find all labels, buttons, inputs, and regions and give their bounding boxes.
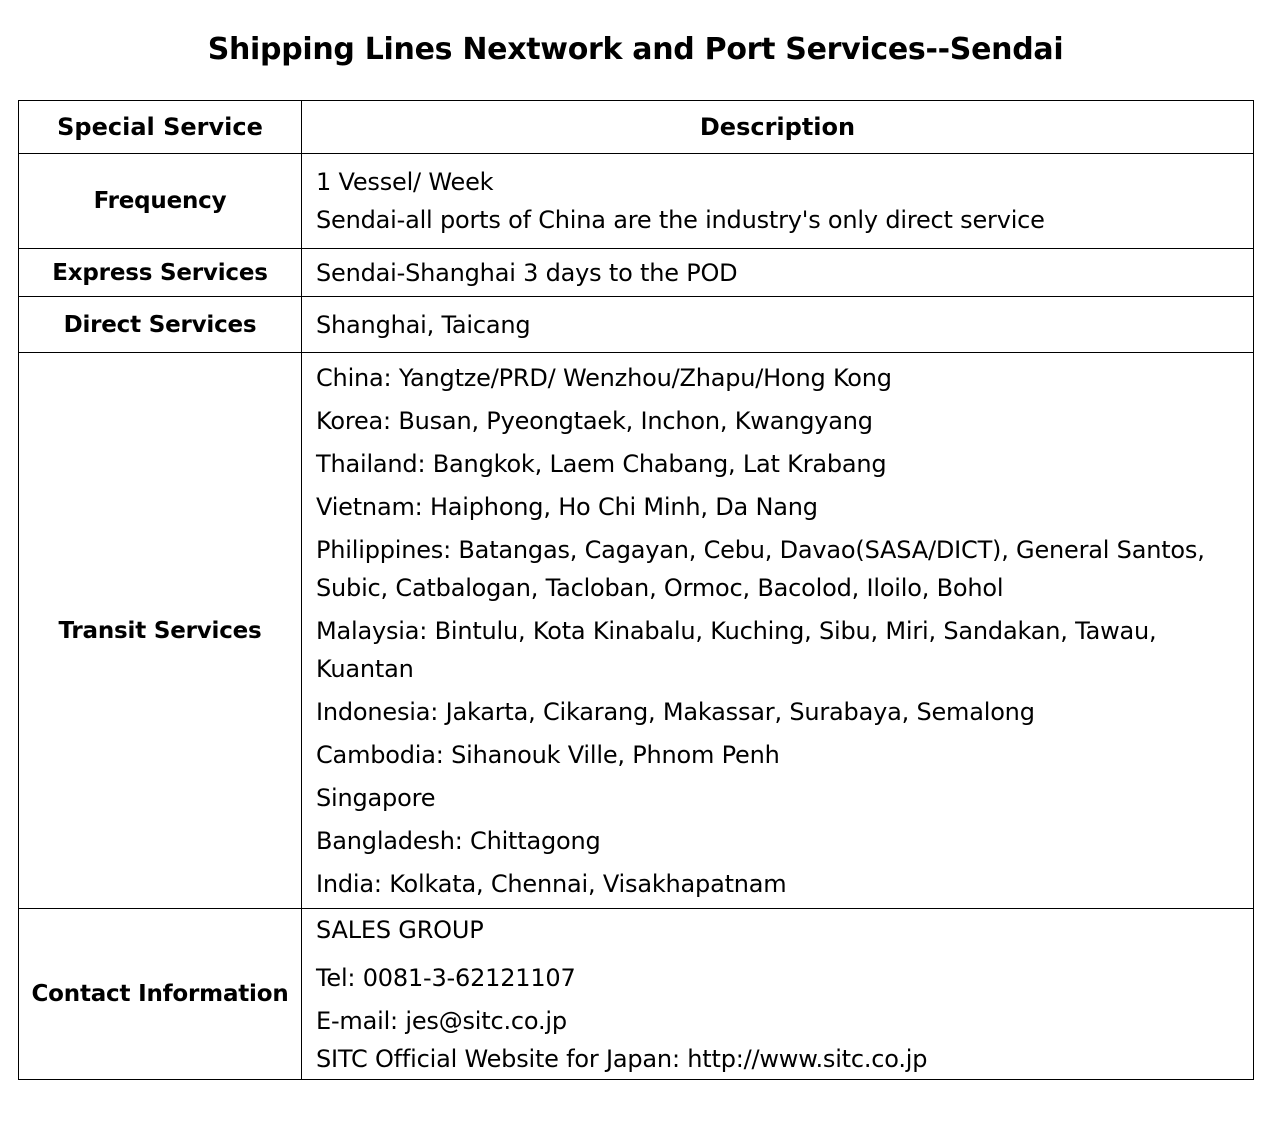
- contact-tel: Tel: 0081-3-62121107: [316, 963, 576, 992]
- express-label: Express Services: [19, 249, 302, 297]
- transit-line: Bangladesh: Chittagong: [316, 826, 601, 855]
- page-title: Shipping Lines Nextwork and Port Services--Sendai: [207, 32, 1064, 67]
- express-row: [19, 249, 1254, 297]
- transit-description: [302, 353, 1254, 909]
- transit-line: Thailand: Bangkok, Laem Chabang, Lat Krabang: [316, 449, 887, 478]
- frequency-label: Frequency: [19, 154, 302, 249]
- direct-text: Shanghai, Taicang: [316, 310, 531, 339]
- frequency-row: [19, 154, 1254, 249]
- header-special-service: Special Service: [19, 101, 302, 154]
- header-description: Description: [302, 101, 1254, 154]
- transit-line: Philippines: Batangas, Cagayan, Cebu, Davao(SASA/DICT), General Santos, Subic, Catbalogan, Tacloban, Ormoc, Bacolod, Iloilo, Bohol: [316, 535, 1205, 602]
- transit-line: Indonesia: Jakarta, Cikarang, Makassar, Surabaya, Semalong: [316, 697, 1035, 726]
- transit-label: Transit Services: [19, 353, 302, 909]
- direct-label: Direct Services: [19, 297, 302, 353]
- header-row: [19, 101, 1254, 154]
- transit-line: Cambodia: Sihanouk Ville, Phnom Penh: [316, 740, 780, 769]
- transit-row: [19, 353, 1254, 909]
- transit-line: Korea: Busan, Pyeongtaek, Inchon, Kwangyang: [316, 406, 873, 435]
- contact-email: E-mail: jes@sitc.co.jp: [316, 1006, 567, 1035]
- contact-label: Contact Information: [19, 909, 302, 1080]
- transit-line: India: Kolkata, Chennai, Visakhapatnam: [316, 869, 787, 898]
- contact-row: [19, 909, 1254, 1080]
- transit-line: Malaysia: Bintulu, Kota Kinabalu, Kuching, Sibu, Miri, Sandakan, Tawau, Kuantan: [316, 616, 1157, 683]
- contact-website: SITC Official Website for Japan: http://www.sitc.co.jp: [316, 1044, 928, 1073]
- transit-line: China: Yangtze/PRD/ Wenzhou/Zhapu/Hong Kong: [316, 363, 892, 392]
- frequency-line: Sendai-all ports of China are the industry's only direct service: [316, 206, 1045, 234]
- direct-description: [302, 297, 1254, 353]
- transit-line: Vietnam: Haiphong, Ho Chi Minh, Da Nang: [316, 492, 818, 521]
- contact-description: [302, 909, 1254, 1080]
- frequency-description: [302, 154, 1254, 249]
- frequency-line: 1 Vessel/ Week: [316, 168, 494, 196]
- contact-group: SALES GROUP: [316, 915, 484, 944]
- direct-row: [19, 297, 1254, 353]
- express-text: Sendai-Shanghai 3 days to the POD: [316, 258, 738, 287]
- services-table: [18, 100, 1254, 1080]
- express-description: [302, 249, 1254, 297]
- transit-line: Singapore: [316, 783, 436, 812]
